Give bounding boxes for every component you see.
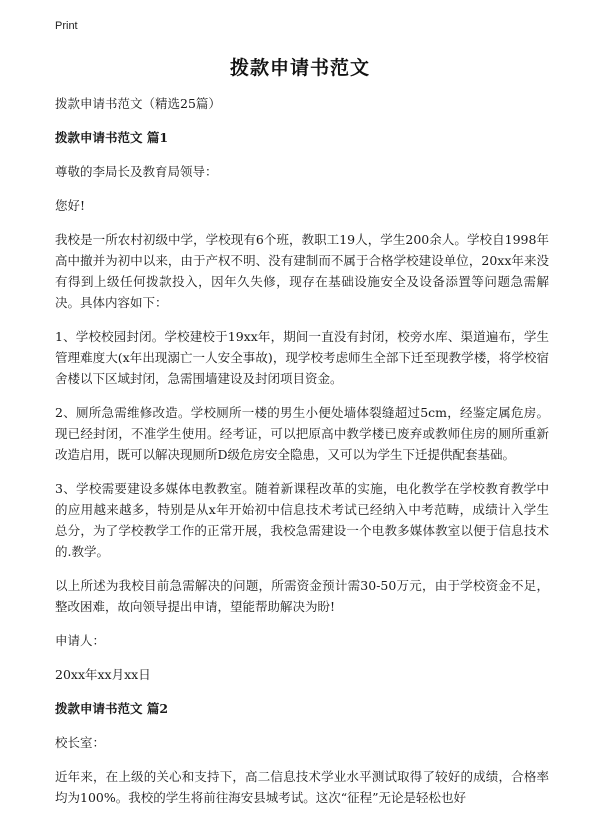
body-paragraph: 近年来，在上级的关心和支持下，高二信息技术学业水平测试取得了较好的成绩，合格率均为100%。我校的学生将前往海安县城考试。这次“征程”无论是轻松也好 [55,769,549,805]
section-heading: 拨款申请书范文 篇1 [55,130,169,145]
body-paragraph: 我校是一所农村初级中学，学校现有6个班，教职工19人，学生200余人。学校自1998年高中撤并为初中以来，由于产权不明、没有建制而不属于合格学校建设单位，20xx年来没有得到上级任何拨款投入，因年久失修，现存在基础设施安全及设备添置等问题急需解决。具体内容如下： [55,232,549,310]
body-paragraph: 以上所述为我校目前急需解决的问题，所需资金预计需30-50万元，由于学校资金不足，整改困难，故向领导提出申请，望能帮助解决为盼! [55,578,549,614]
document-subtitle: 拨款申请书范文（精选25篇） [55,96,221,111]
document-body [55,93,549,821]
greeting: 您好! [55,198,86,213]
body-paragraph: 1、学校校园封闭。学校建校于19xx年，期间一直没有封闭，校旁水库、渠道遍布，学生管理难度大(x年出现溺亡一人安全事故)，现学校考虑师生全部下迁至现教学楼，将学校宿舍楼以下区域封闭，急需围墙建设及封闭项目资金。 [55,329,549,386]
section-heading: 拨款申请书范文 篇2 [55,701,169,716]
date-line: 20xx年xx月xx日 [55,667,151,682]
body-paragraph: 3、学校需要建设多媒体电教教室。随着新课程改革的实施，电化教学在学校教育教学中的应用越来越多，特别是从x年开始初中信息技术考试已经纳入中考范畴，成绩计入学生总分，为了学校教学工作的正常开展，我校急需建设一个电教多媒体教室以便于信息技术的.教学。 [55,481,549,559]
print-link[interactable]: Print [55,20,78,32]
applicant-label: 申请人： [55,633,106,648]
salutation: 尊敬的李局长及教育局领导： [55,164,218,179]
body-paragraph: 2、厕所急需维修改造。学校厕所一楼的男生小便处墙体裂缝超过5cm，经鉴定属危房。现已经封闭，不准学生使用。经考证，可以把原高中教学楼已废弃或教师住房的厕所重新改造启用，既可以解决现厕所D级危房安全隐患，又可以为学生下迁提供配套基础。 [55,405,549,462]
document-title: 拨款申请书范文 [229,57,370,79]
salutation: 校长室： [55,735,106,750]
